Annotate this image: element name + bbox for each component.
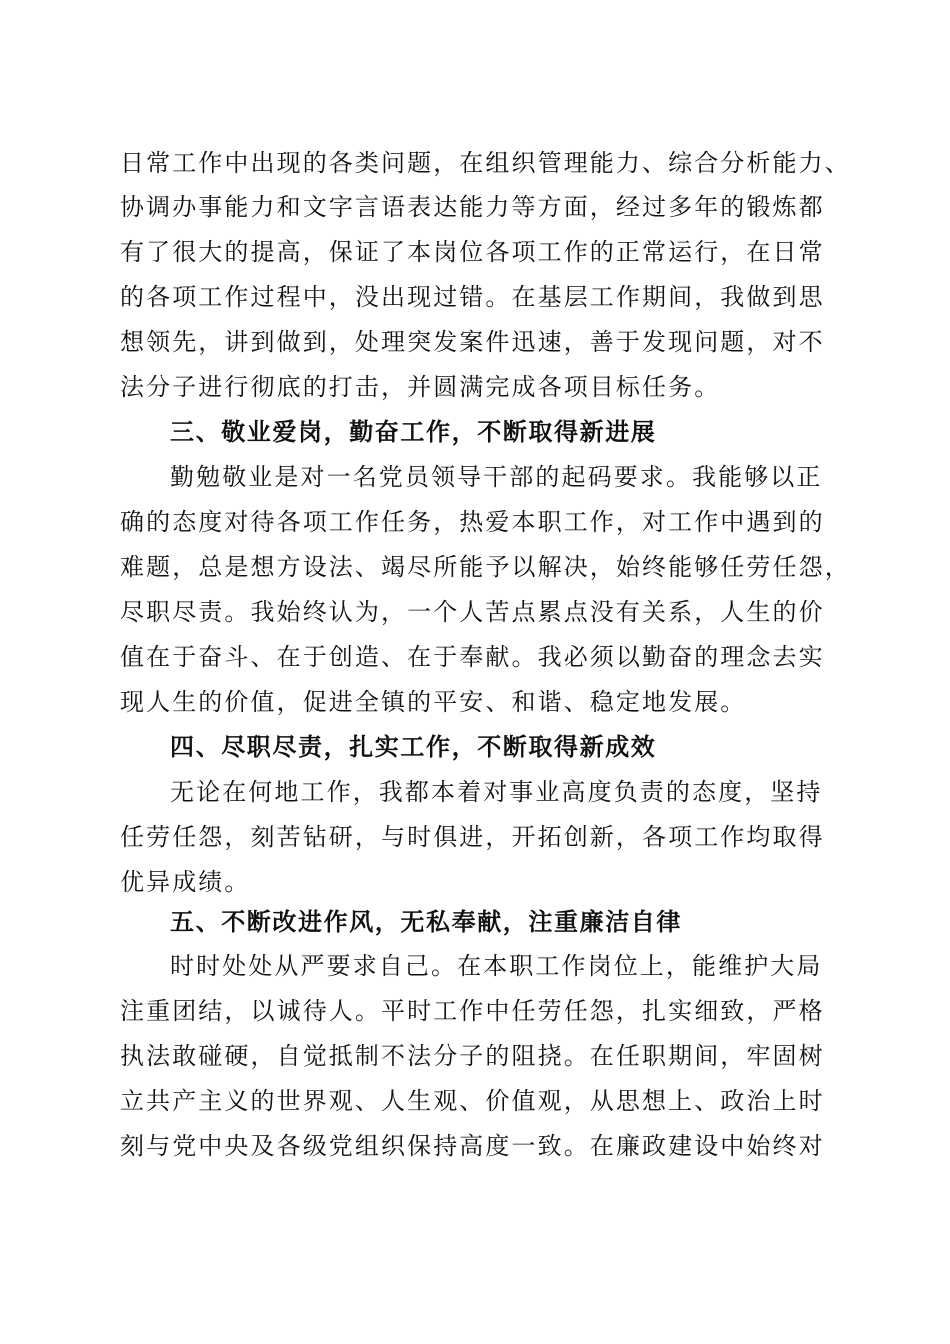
paragraph-line: 有了很大的提高，保证了本岗位各项工作的正常运行，在日常	[120, 238, 825, 266]
paragraph-line: 执法敢碰硬，自觉抵制不法分子的阻挠。在任职期间，牢固树	[120, 1042, 825, 1070]
paragraph-line: 尽职尽责。我始终认为，一个人苦点累点没有关系，人生的价	[120, 598, 825, 626]
paragraph-line: 优异成绩。	[120, 868, 251, 896]
paragraph-line: 法分子进行彻底的打击，并圆满完成各项目标任务。	[120, 373, 721, 401]
paragraph-line: 立共产主义的世界观、人生观、价值观，从思想上、政治上时	[120, 1087, 825, 1115]
paragraph-line: 想领先，讲到做到，处理突发案件迅速，善于发现问题，对不	[120, 328, 825, 356]
paragraph-line: 时时处处从严要求自己。在本职工作岗位上，能维护大局	[170, 952, 823, 980]
paragraph-line: 值在于奋斗、在于创造、在于奉献。我必须以勤奋的理念去实	[120, 643, 825, 671]
paragraph-line: 勤勉敬业是对一名党员领导干部的起码要求。我能够以正	[170, 463, 823, 491]
section-heading: 四、尽职尽责，扎实工作，不断取得新成效	[170, 733, 657, 761]
section-heading: 五、不断改进作风，无私奉献，注重廉洁自律	[170, 908, 682, 936]
paragraph-line: 难题，总是想方设法、竭尽所能予以解决，始终能够任劳任怨，	[120, 553, 851, 581]
paragraph-line: 刻与党中央及各级党组织保持高度一致。在廉政建设中始终对	[120, 1132, 825, 1160]
paragraph-line: 的各项工作过程中，没出现过错。在基层工作期间，我做到思	[120, 283, 825, 311]
paragraph-line: 协调办事能力和文字言语表达能力等方面，经过多年的锻炼都	[120, 193, 825, 221]
paragraph-line: 现人生的价值，促进全镇的平安、和谐、稳定地发展。	[120, 688, 747, 716]
paragraph-line: 注重团结，以诚待人。平时工作中任劳任怨，扎实细致，严格	[120, 997, 825, 1025]
paragraph-line: 任劳任怨，刻苦钻研，与时俱进，开拓创新，各项工作均取得	[120, 823, 825, 851]
paragraph-line: 无论在何地工作，我都本着对事业高度负责的态度，坚持	[170, 778, 823, 806]
paragraph-line: 确的态度对待各项工作任务，热爱本职工作，对工作中遇到的	[120, 508, 825, 536]
paragraph-line: 日常工作中出现的各类问题，在组织管理能力、综合分析能力、	[120, 149, 851, 177]
section-heading: 三、敬业爱岗，勤奋工作，不断取得新进展	[170, 418, 657, 446]
